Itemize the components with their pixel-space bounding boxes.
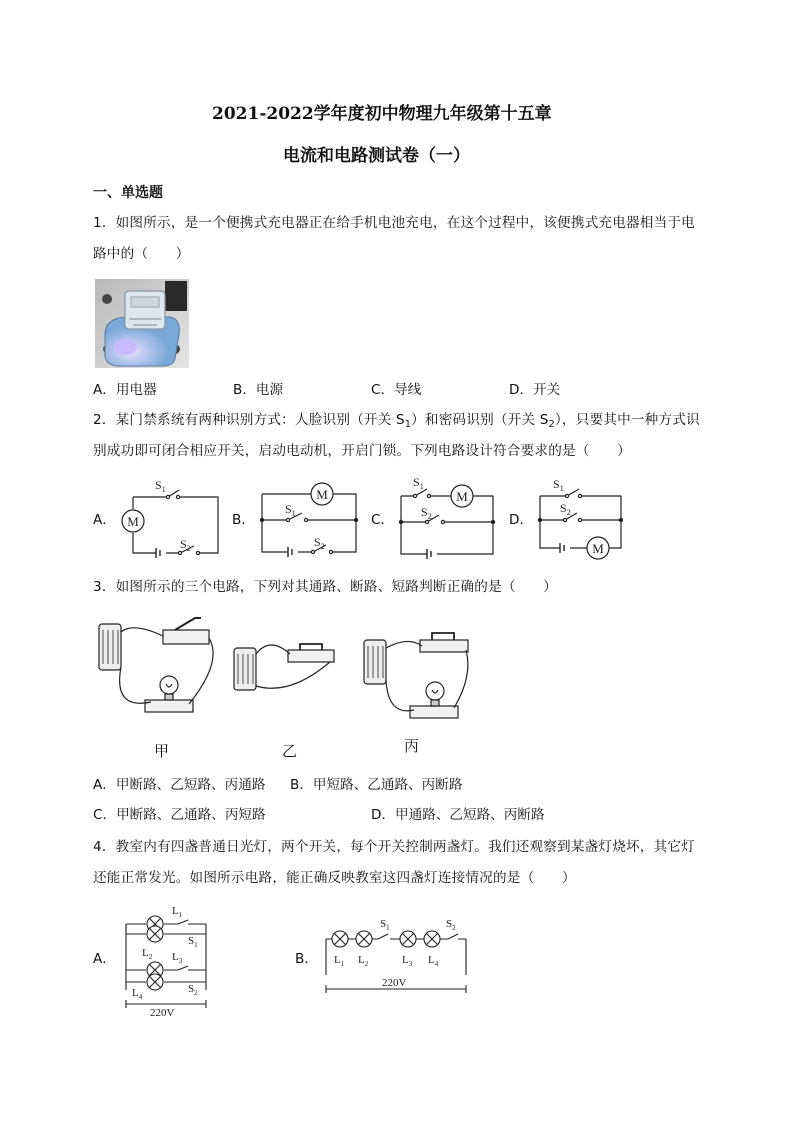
svg-text:M: M [316, 487, 328, 502]
svg-text:L3: $L_3$ [172, 951, 183, 965]
motor-label: M [127, 514, 139, 529]
q1-line1: 1．如图所示，是一个便携式充电器正在给手机电池充电，在这个过程中，该便携式充电器相当于电 [93, 215, 695, 231]
svg-text:L4: $L_4$ [132, 987, 143, 1001]
q3-circuit-bing [358, 626, 473, 722]
svg-text:M: M [592, 541, 604, 556]
q4-circuit-a [118, 900, 218, 1018]
q2-line2: 别成功即可闭合相应开关，启动电动机，开启门锁。下列电路设计符合要求的是（ ） [93, 443, 631, 459]
q1-option-d: D．开关 [509, 382, 561, 398]
q2-label-a: A． [93, 512, 116, 528]
q2-label-d: D． [509, 512, 534, 528]
section-heading: 一、单选题 [93, 185, 163, 201]
svg-text:S2: $S_2$ [421, 505, 432, 521]
svg-text:S2: $S_2$ [446, 918, 456, 932]
q2-circuit-b [258, 480, 358, 555]
svg-text:220V: 220V [150, 1007, 175, 1019]
svg-text:L4: $L_4$ [428, 954, 439, 968]
q2-label-c: C． [371, 512, 395, 528]
q3-circuit-jia [93, 612, 223, 716]
q4-line1: 4．教室内有四盏普通日光灯，两个开关，每个开关控制两盏灯。我们还观察到某盏灯烧坏，其它灯 [93, 839, 695, 855]
q2-circuit-a [118, 475, 218, 560]
q4-label-a: A． [93, 951, 116, 967]
svg-text:220V: 220V [382, 977, 407, 989]
q4-label-b: B． [295, 951, 318, 967]
q3-option-a: A．甲断路、乙短路、丙通路 [93, 777, 266, 793]
q1-option-c: C．导线 [371, 382, 422, 398]
svg-text:L2: $L_2$ [142, 947, 153, 961]
q2-line1: 2．某门禁系统有两种识别方式：人脸识别（开关 $S_1$）和密码识别（开关 $S_2$），只要其中一种方式识 [93, 412, 700, 430]
q3-option-c: C．甲断路、乙通路、丙短路 [93, 807, 266, 823]
svg-text:L2: $L_2$ [358, 954, 369, 968]
svg-text:S1: $S_1$ [155, 478, 166, 494]
page-subtitle: 电流和电路测试卷（一） [283, 146, 470, 166]
q1-line2: 路中的（ ） [93, 246, 190, 262]
q1-option-b: B．电源 [233, 382, 284, 398]
svg-text:S2: $S_2$ [188, 983, 198, 997]
q1-option-a: A．用电器 [93, 382, 157, 398]
q4-line2: 还能正常发光。如图所示电路，能正确反映教室这四盏灯连接情况的是（ ） [93, 870, 576, 886]
svg-text:S2: $S_2$ [314, 535, 325, 551]
svg-text:S2: $S_2$ [560, 501, 571, 517]
q3-caption-bing: 丙 [404, 737, 420, 755]
q2-circuit-d [535, 478, 625, 560]
q3-option-b: B．甲短路、乙通路、丙断路 [290, 777, 463, 793]
svg-text:M: M [456, 489, 468, 504]
svg-text:S2: $S_2$ [180, 537, 191, 553]
q3-caption-jia: 甲 [154, 742, 170, 760]
svg-text:S1: $S_1$ [553, 477, 564, 493]
q2-circuit-c [397, 476, 497, 558]
page-title: 2021-2022学年度初中物理九年级第十五章 [212, 104, 552, 124]
q3-option-d: D．甲通路、乙短路、丙断路 [371, 807, 545, 823]
svg-text:L1: $L_1$ [334, 954, 345, 968]
svg-text:L3: $L_3$ [402, 954, 413, 968]
q3-circuit-yi [230, 636, 340, 696]
q4-circuit-b [320, 915, 470, 997]
svg-text:S1: $S_1$ [413, 475, 424, 491]
q3-caption-yi: 乙 [282, 742, 298, 760]
q1-charger-photo [95, 279, 189, 368]
svg-text:S1: $S_1$ [380, 918, 390, 932]
svg-text:S1: $S_1$ [188, 935, 198, 949]
svg-text:L1: $L_1$ [172, 905, 183, 919]
q3-line1: 3．如图所示的三个电路，下列对其通路、断路、短路判断正确的是（ ） [93, 579, 558, 595]
svg-text:S1: $S_1$ [285, 502, 296, 518]
q2-label-b: B． [232, 512, 255, 528]
